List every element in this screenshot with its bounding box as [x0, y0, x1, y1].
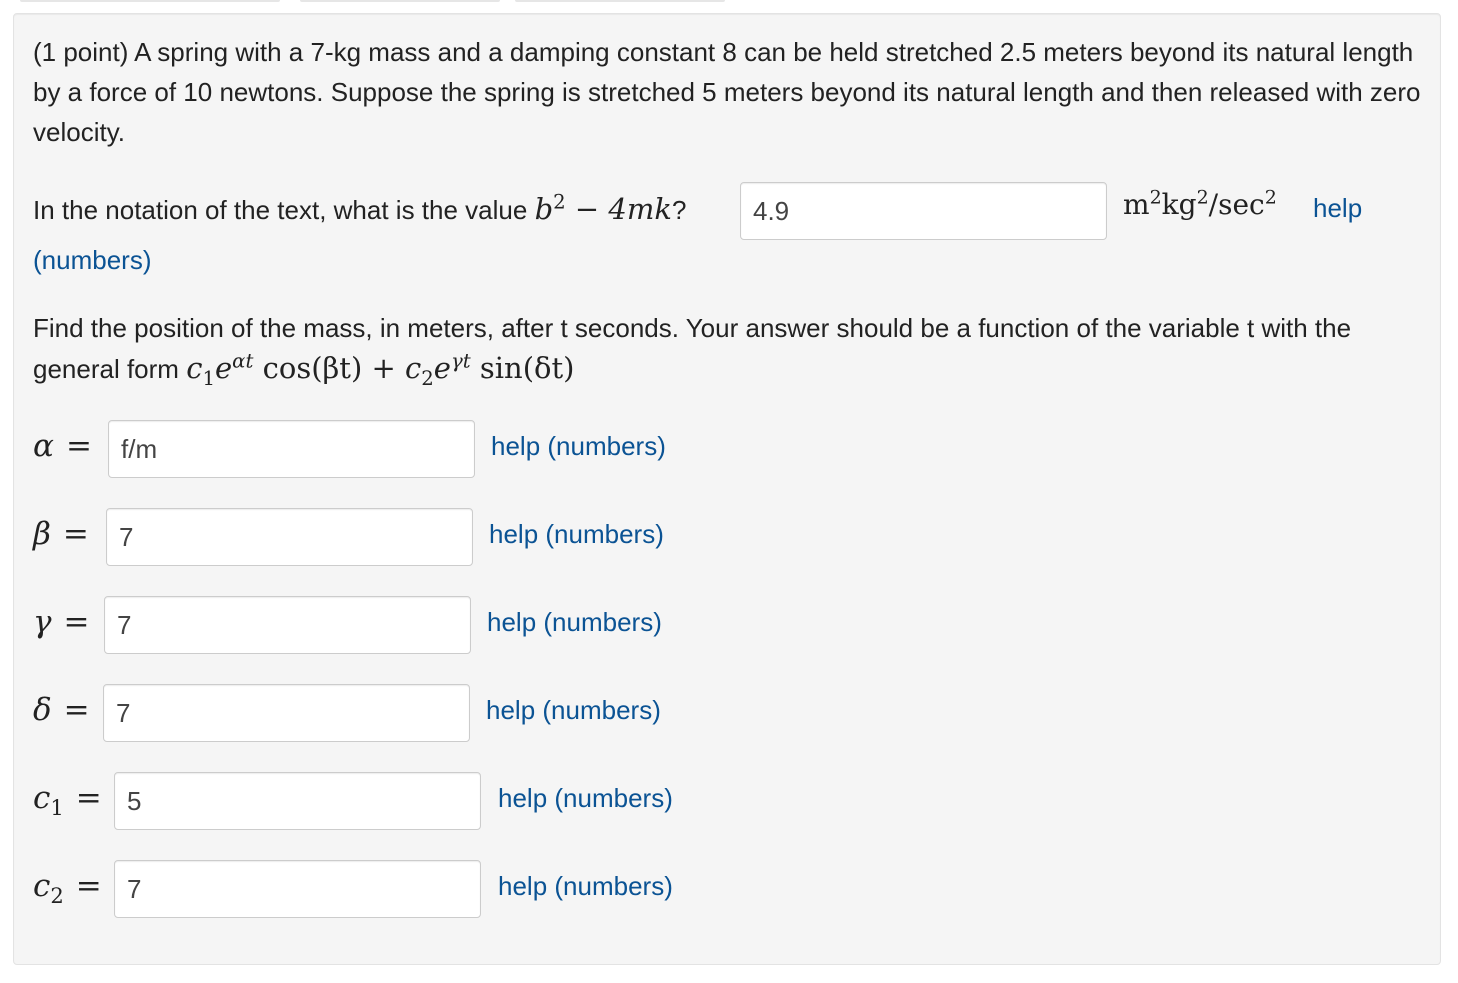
tab-2[interactable] — [300, 0, 500, 2]
delta-label: δ = — [33, 692, 90, 728]
alpha-help-link[interactable]: help (numbers) — [491, 431, 666, 461]
delta-input[interactable] — [103, 684, 470, 742]
q1-expression: $b^2 - 4mk$ — [534, 190, 672, 226]
alpha-label: α = — [33, 428, 92, 464]
q1-units: $m^2kg^2/\sec^2$ — [1123, 186, 1277, 221]
alpha-input[interactable] — [108, 420, 475, 478]
top-tabs — [20, 0, 740, 3]
gamma-label: γ = — [33, 604, 90, 640]
tab-3[interactable] — [515, 0, 725, 2]
q1-prefix: In the notation of the text, what is the value — [33, 195, 528, 225]
b2-4mk-input[interactable] — [740, 182, 1107, 240]
beta-input[interactable] — [106, 508, 473, 566]
gamma-input[interactable] — [104, 596, 471, 654]
c1-input[interactable] — [114, 772, 481, 830]
general-form-expression: $c_1e^{\alpha t}$ $\cos(\beta t) + c_2e^{\gamma t}$ sin(δt) — [186, 349, 575, 390]
problem-statement: (1 point) A spring with a 7-kg mass and a damping constant 8 can be held stretched 2.5 meters beyond its natural length by a force of 10 newtons. Suppose the spring is stretched 5 meters beyond its natural length and then released with zero velocity. — [33, 37, 1421, 147]
tab-1[interactable] — [20, 0, 280, 2]
beta-label: β = — [33, 516, 89, 552]
q1-qmark: ? — [671, 195, 687, 225]
q1-help-link[interactable]: help — [1313, 193, 1363, 223]
c2-label: $c_2$ = — [33, 868, 102, 909]
c1-label: $c_1$ = — [33, 780, 102, 821]
q1-help-numbers-link[interactable]: (numbers) — [33, 245, 152, 275]
gamma-help-link[interactable]: help (numbers) — [487, 607, 662, 637]
c2-input[interactable] — [114, 860, 481, 918]
q2-statement: Find the position of the mass, in meters, after t seconds. Your answer should be a function of the variable t with the general form $c_1e^{\alpha t}$ $\cos(\beta t) + c_2e^{\gamma t}$ sin(δt) — [33, 313, 1352, 390]
delta-help-link[interactable]: help (numbers) — [486, 695, 661, 725]
q1-label — [33, 192, 686, 226]
beta-help-link[interactable]: help (numbers) — [489, 519, 664, 549]
c2-help-link[interactable]: help (numbers) — [498, 871, 673, 901]
c1-help-link[interactable]: help (numbers) — [498, 783, 673, 813]
